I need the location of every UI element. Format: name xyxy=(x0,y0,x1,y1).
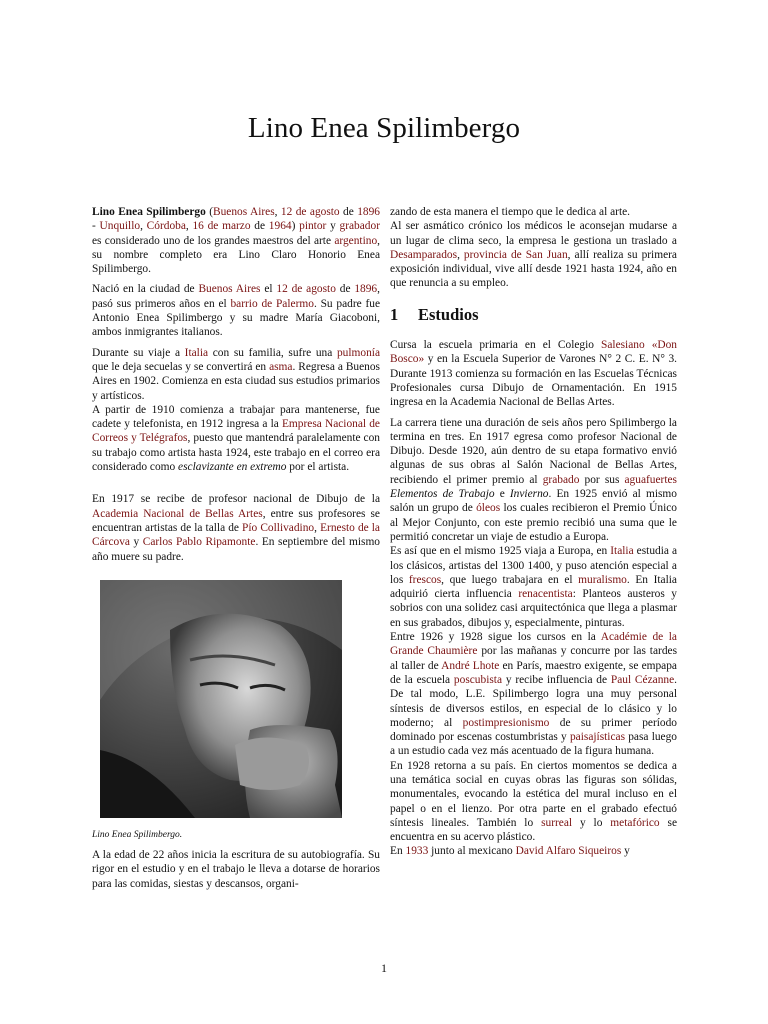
paragraph xyxy=(92,403,380,474)
text-run: En xyxy=(390,845,406,858)
wiki-link[interactable]: 1933 xyxy=(405,845,429,858)
wiki-link[interactable]: Italia xyxy=(610,545,634,558)
wiki-link[interactable]: argentino xyxy=(334,234,378,247)
wiki-link[interactable]: muralismo xyxy=(578,573,627,586)
text-run: . En septiembre del mismo año muere su padre. xyxy=(92,536,381,563)
text-run: Entre 1926 y 1928 sigue los cursos en la xyxy=(390,631,601,644)
text-run: En 1928 retorna a su país. En ciertos momentos se dedica a una temática social en cuyas obras las figuras son sólidas, monumentales, evocando la estética del mural incluso en el papel o en el lienzo. Por otra parte en el grabado efectuó síntesis lineales. También lo xyxy=(390,759,677,829)
text-run: e xyxy=(494,488,510,501)
italic-text: esclavizante en extremo xyxy=(178,461,287,474)
wiki-link[interactable]: Empresa Nacional de Correos y Telégrafos xyxy=(92,418,380,445)
paragraph xyxy=(390,630,677,759)
text-run: y lo xyxy=(572,816,611,829)
text-run: . De tal modo, L.E. Spilimbergo logra una muy personal síntesis de diversos estilos, en especial de lo clásico y lo moderno; al xyxy=(390,673,678,729)
wiki-link[interactable]: paisajísticas xyxy=(569,731,626,744)
text-run: . Regresa a Buenos Aires en 1902. Comienza en esta ciudad sus estudios primarios y artísticos. xyxy=(92,360,380,402)
paragraph xyxy=(92,346,380,403)
wiki-link[interactable]: Academia Nacional de Bellas Artes xyxy=(92,507,263,520)
paragraph xyxy=(390,844,677,858)
text-run: , puesto que mantendrá paralelamente con su trabajo como artista hasta 1924, este trabajo en el correo era considerado como xyxy=(92,432,380,474)
wiki-link[interactable]: David Alfaro Siqueiros xyxy=(515,845,622,858)
text-run: por el artista. xyxy=(286,461,350,474)
text-run: , allí realiza su primera exposición individual, vive allí desde 1921 hasta 1924, año en que renuncia a su empleo. xyxy=(390,248,677,290)
text-run: En 1917 se recibe de profesor nacional de Dibujo de la xyxy=(92,493,380,506)
wiki-link[interactable]: óleos xyxy=(476,502,501,515)
text-run: . En Italia adquirió cierta influencia xyxy=(390,573,677,601)
section-number: 1 xyxy=(390,304,399,324)
text-run: y xyxy=(621,845,630,858)
text-run: y xyxy=(326,220,340,233)
text-run: de xyxy=(250,220,269,233)
text-run: estudia a los clásicos, artistas del 1300 1400, y puso atención especial a los xyxy=(390,545,678,586)
text-run: y recibe influencia de xyxy=(502,673,611,686)
text-run: y en la Escuela Superior de Varones N° 2 C. E. N° 3. Durante 1913 comienza su formación en las Escuelas Técnicas Profesionales cursa Dibujo de Ornamentación. En 1915 ingresa en la Academia Nacional de Bellas Artes. xyxy=(390,353,677,409)
wiki-link[interactable]: renacentista xyxy=(518,588,573,601)
paragraph xyxy=(92,492,380,563)
bold-text: Lino Enea Spilimbergo xyxy=(92,206,206,218)
section-title: Estudios xyxy=(418,304,479,324)
wiki-link[interactable]: metafórico xyxy=(610,816,660,829)
wiki-link[interactable]: Italia xyxy=(184,346,209,359)
text-run: , xyxy=(140,220,147,233)
text-run: Nació en la ciudad de xyxy=(92,283,199,296)
wiki-link[interactable]: Pío Collivadino xyxy=(242,521,315,534)
text-run: . Su padre fue Antonio Enea Spilimbergo y su madre María Giacoboni, ambos inmigrantes italianos. xyxy=(92,297,380,339)
wiki-link[interactable]: provincia de San Juan xyxy=(463,248,568,261)
wiki-link[interactable]: «Don Bosco» xyxy=(390,339,677,366)
section-heading xyxy=(390,304,677,324)
wiki-link[interactable]: Buenos Aires xyxy=(213,206,275,218)
text-run: , entre sus profesores se encuentran artistas de la talla de xyxy=(92,507,380,534)
text-run: de xyxy=(339,206,358,218)
paragraph xyxy=(390,219,677,290)
right-column xyxy=(390,205,677,859)
paragraph xyxy=(390,205,677,219)
text-run: ) xyxy=(291,220,300,233)
text-run: que le deja secuelas y se convertirá en xyxy=(92,360,270,373)
text-run: , xyxy=(314,521,321,534)
text-run: de su primer período dominado por escenas costumbristas y xyxy=(390,716,677,744)
wiki-link[interactable]: grabado xyxy=(542,473,580,486)
wiki-link[interactable]: Córdoba xyxy=(146,220,186,233)
text-run: . En 1925 envió al mismo salón un grupo de xyxy=(390,488,677,515)
wiki-link[interactable]: 12 de agosto xyxy=(280,206,340,218)
wiki-link[interactable]: pulmonía xyxy=(336,346,380,359)
text-run: - xyxy=(92,220,100,233)
wiki-link[interactable]: 16 de marzo xyxy=(192,220,251,233)
text-run: , su nombre completo era Lino Claro Honorio Enea Spilimbergo. xyxy=(92,234,380,276)
wiki-link[interactable]: André Lhote xyxy=(441,659,500,672)
paragraph xyxy=(92,848,380,891)
wiki-link[interactable]: surreal xyxy=(541,816,573,829)
text-run: : Planteos austeros y sobrios con una solidez casi arquitectónica que llega a plasmar en sus grabados, dibujos y, especialmente, pinturas. xyxy=(390,588,677,629)
text-run: Durante su viaje a xyxy=(92,346,185,359)
wiki-link[interactable]: Ernesto de la Cárcova xyxy=(92,521,380,549)
text-run: junto al mexicano xyxy=(428,845,516,858)
text-run: La carrera tiene una duración de seis años pero Spilimbergo la termina en tres. En 1917 egresa como profesor Nacional de Dibujo. Desde 1920, aún dentro de su etapa formativo envió algunas de sus obras al Salón Nacional de Bellas Artes, recibiendo el primer premio al xyxy=(390,416,677,486)
text-run: , xyxy=(274,206,281,218)
wiki-link[interactable]: Desamparados xyxy=(390,248,458,261)
text-run: el xyxy=(260,283,277,296)
wiki-link[interactable]: poscubista xyxy=(453,673,503,686)
wiki-link[interactable]: aguafuertes xyxy=(624,473,677,486)
text-run: con su familia, sufre una xyxy=(208,346,337,359)
text-run xyxy=(645,339,652,351)
image-caption: Lino Enea Spilimbergo. xyxy=(92,829,183,840)
text-run: Cursa la escuela primaria en el Colegio xyxy=(390,339,602,352)
italic-text: Invierno xyxy=(509,488,549,501)
text-run: , xyxy=(457,248,464,261)
wiki-link[interactable]: Unquillo xyxy=(99,220,141,233)
wiki-link[interactable]: grabador xyxy=(339,220,380,233)
text-run: , que luego trabajara en el xyxy=(441,573,579,586)
text-run: en París, maestro exigente, se empapa de la escuela xyxy=(390,659,677,686)
text-run: pasa luego a un estudio cada vez más acentuado de la figura humana. xyxy=(390,731,677,758)
wiki-link[interactable]: 12 de agosto xyxy=(276,283,336,296)
text-run: por sus xyxy=(579,473,625,486)
paragraph xyxy=(92,282,380,339)
text-run: es considerado uno de los grandes maestros del arte xyxy=(92,234,335,247)
text-run: , pasó sus primeros años en el xyxy=(92,283,380,310)
wiki-link[interactable]: pintor xyxy=(299,220,327,233)
paragraph xyxy=(390,544,677,630)
wiki-link[interactable]: barrio de Palermo xyxy=(230,297,314,310)
article-title: Lino Enea Spilimbergo xyxy=(247,112,521,144)
wiki-link[interactable]: Paul Cézanne xyxy=(610,673,675,686)
paragraph xyxy=(390,759,677,845)
wiki-link[interactable]: postimpresionismo xyxy=(462,716,550,729)
wiki-link[interactable]: frescos xyxy=(408,573,442,586)
text-run: A partir de 1910 comienza a trabajar para mantenerse, fue cadete y telefonista, en 1912 ingresa a la xyxy=(92,403,380,431)
text-run: , xyxy=(185,220,193,233)
left-column xyxy=(92,205,380,897)
text-run: A la edad de 22 años inicia la escritura de su autobiografía. Su rigor en el estudio y en el trabajo le lleva a dotarse de horarios para las comidas, siestas y descansos, organi- xyxy=(92,849,380,890)
wiki-link[interactable]: Académie de la Grande Chaumière xyxy=(390,631,677,658)
text-run: Al ser asmático crónico los médicos le aconsejan mudarse a un lugar de clima seco, la empresa le gestiona un traslado a xyxy=(390,220,677,247)
text-run: ( xyxy=(205,206,214,218)
text-run: por las mañanas y concurre por las tardes al taller de xyxy=(390,645,678,672)
paragraph xyxy=(390,338,677,409)
wiki-link[interactable]: Carlos Pablo Ripamonte xyxy=(142,536,256,549)
wiki-link[interactable]: Buenos Aires xyxy=(198,283,261,296)
wiki-link[interactable]: Salesiano xyxy=(601,339,645,352)
wiki-link[interactable]: asma xyxy=(269,360,293,373)
text-run: zando de esta manera el tiempo que le dedica al arte. xyxy=(390,206,631,218)
text-run: y xyxy=(129,536,143,549)
wiki-link[interactable]: 1964 xyxy=(268,220,292,233)
portrait-photo xyxy=(100,580,342,818)
paragraph xyxy=(92,205,380,276)
text-run: los cuales recibieron el Premio Único al Mejor Conjunto, con este premio recibió una suma que le permitió concretar un viaje de estudio a Europa. xyxy=(390,502,678,543)
wiki-link[interactable]: 1896 xyxy=(357,206,380,218)
page-number: 1 xyxy=(381,961,387,975)
italic-text: Elementos de Trabajo xyxy=(390,488,495,501)
text-run: de xyxy=(335,283,355,296)
paragraph xyxy=(390,416,677,545)
text-run: Es así que en el mismo 1925 viaja a Europa, en xyxy=(390,545,611,558)
wiki-link[interactable]: 1896 xyxy=(354,283,378,296)
text-run: se encuentra en su acervo plástico. xyxy=(390,816,677,844)
